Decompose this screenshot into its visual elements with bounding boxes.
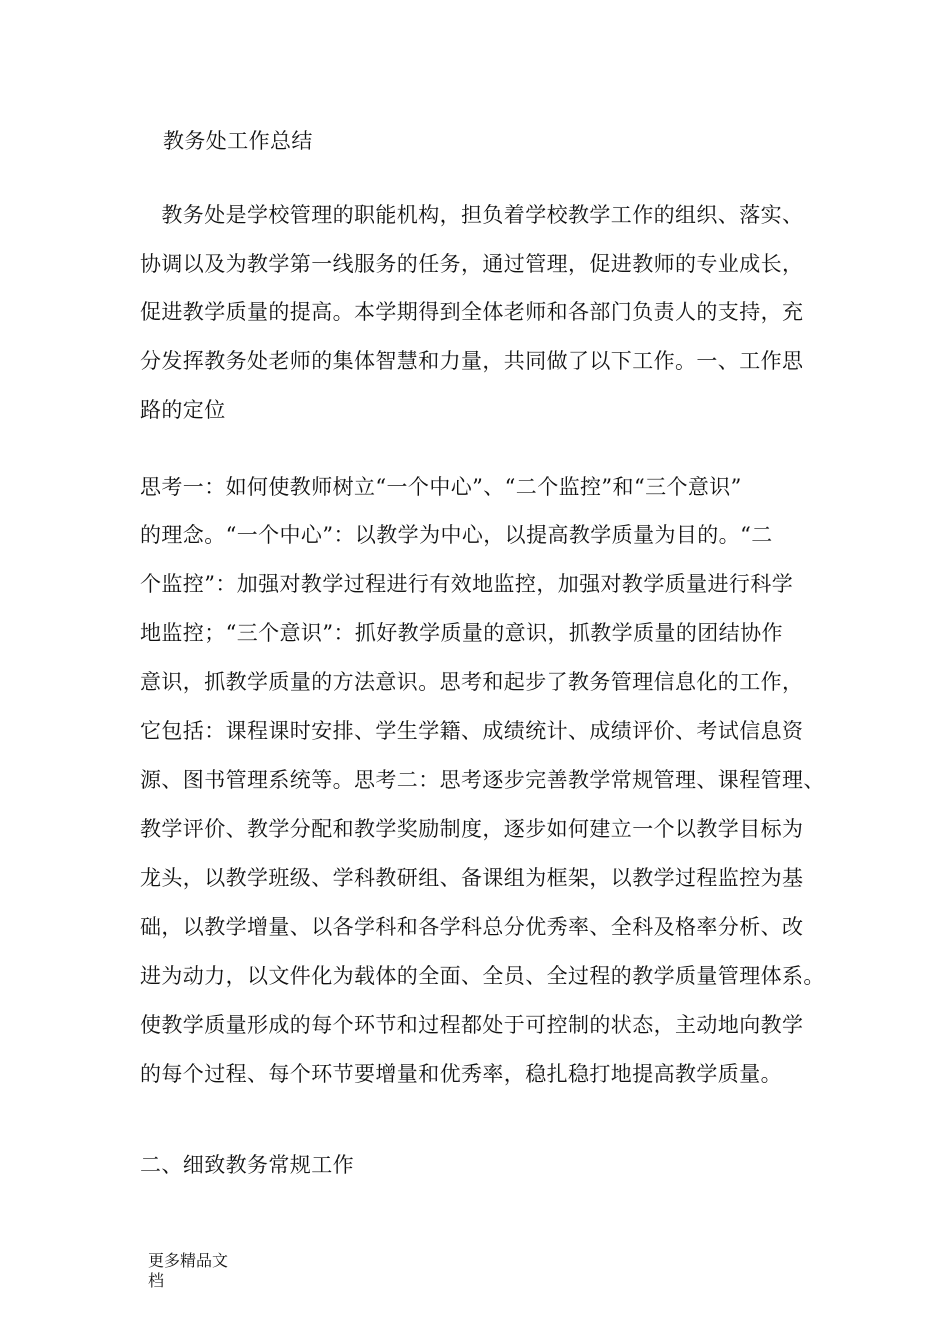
paragraph-line: 地监控；“三个意识”：抓好教学质量的意识，抓教学质量的团结协作 xyxy=(140,621,783,645)
paragraph-line: 个监控”：加强对教学过程进行有效地监控，加强对教学质量进行科学 xyxy=(140,572,794,596)
paragraph-line: 思考一：如何使教师树立“一个中心”、“二个监控”和“三个意识” xyxy=(140,475,742,499)
paragraph-line: 它包括：课程课时安排、学生学籍、成绩统计、成绩评价、考试信息资 xyxy=(140,719,804,743)
paragraph-line: 进为动力，以文件化为载体的全面、全员、全过程的教学质量管理体系。 xyxy=(140,964,825,988)
paragraph-line: 教学评价、教学分配和教学奖励制度，逐步如何建立一个以教学目标为 xyxy=(140,817,804,841)
paragraph-line: 龙头，以教学班级、学科教研组、备课组为框架，以教学过程监控为基 xyxy=(140,866,804,890)
paragraph-line: 协调以及为教学第一线服务的任务，通过管理，促进教师的专业成长， xyxy=(140,252,804,276)
paragraph-line: 使教学质量形成的每个环节和过程都处于可控制的状态，主动地向教学 xyxy=(140,1013,804,1037)
paragraph-line: 源、图书管理系统等。思考二：思考逐步完善教学常规管理、课程管理、 xyxy=(140,768,825,792)
paragraph-line: 的理念。“一个中心”：以教学为中心，以提高教学质量为目的。“二 xyxy=(140,523,773,547)
paragraph-line: 础，以教学增量、以各学科和各学科总分优秀率、全科及格率分析、改 xyxy=(140,915,804,939)
footer-text: 档 xyxy=(148,1271,165,1290)
paragraph-line: 的每个过程、每个环节要增量和优秀率，稳扎稳打地提高教学质量。 xyxy=(140,1062,782,1086)
paragraph-line: 意识，抓教学质量的方法意识。思考和起步了教务管理信息化的工作， xyxy=(140,670,804,694)
paragraph-line: 分发挥教务处老师的集体智慧和力量，共同做了以下工作。一、工作思 xyxy=(140,349,804,373)
paragraph-line: 促进教学质量的提高。本学期得到全体老师和各部门负责人的支持，充 xyxy=(140,300,804,324)
paragraph-line: 路的定位 xyxy=(140,398,226,422)
footer-text: 更多精品文 xyxy=(148,1251,229,1270)
section-heading: 二、细致教务常规工作 xyxy=(140,1153,354,1177)
paragraph-line: 教务处是学校管理的职能机构，担负着学校教学工作的组织、落实、 xyxy=(140,203,804,227)
document-title: 教务处工作总结 xyxy=(163,129,313,153)
